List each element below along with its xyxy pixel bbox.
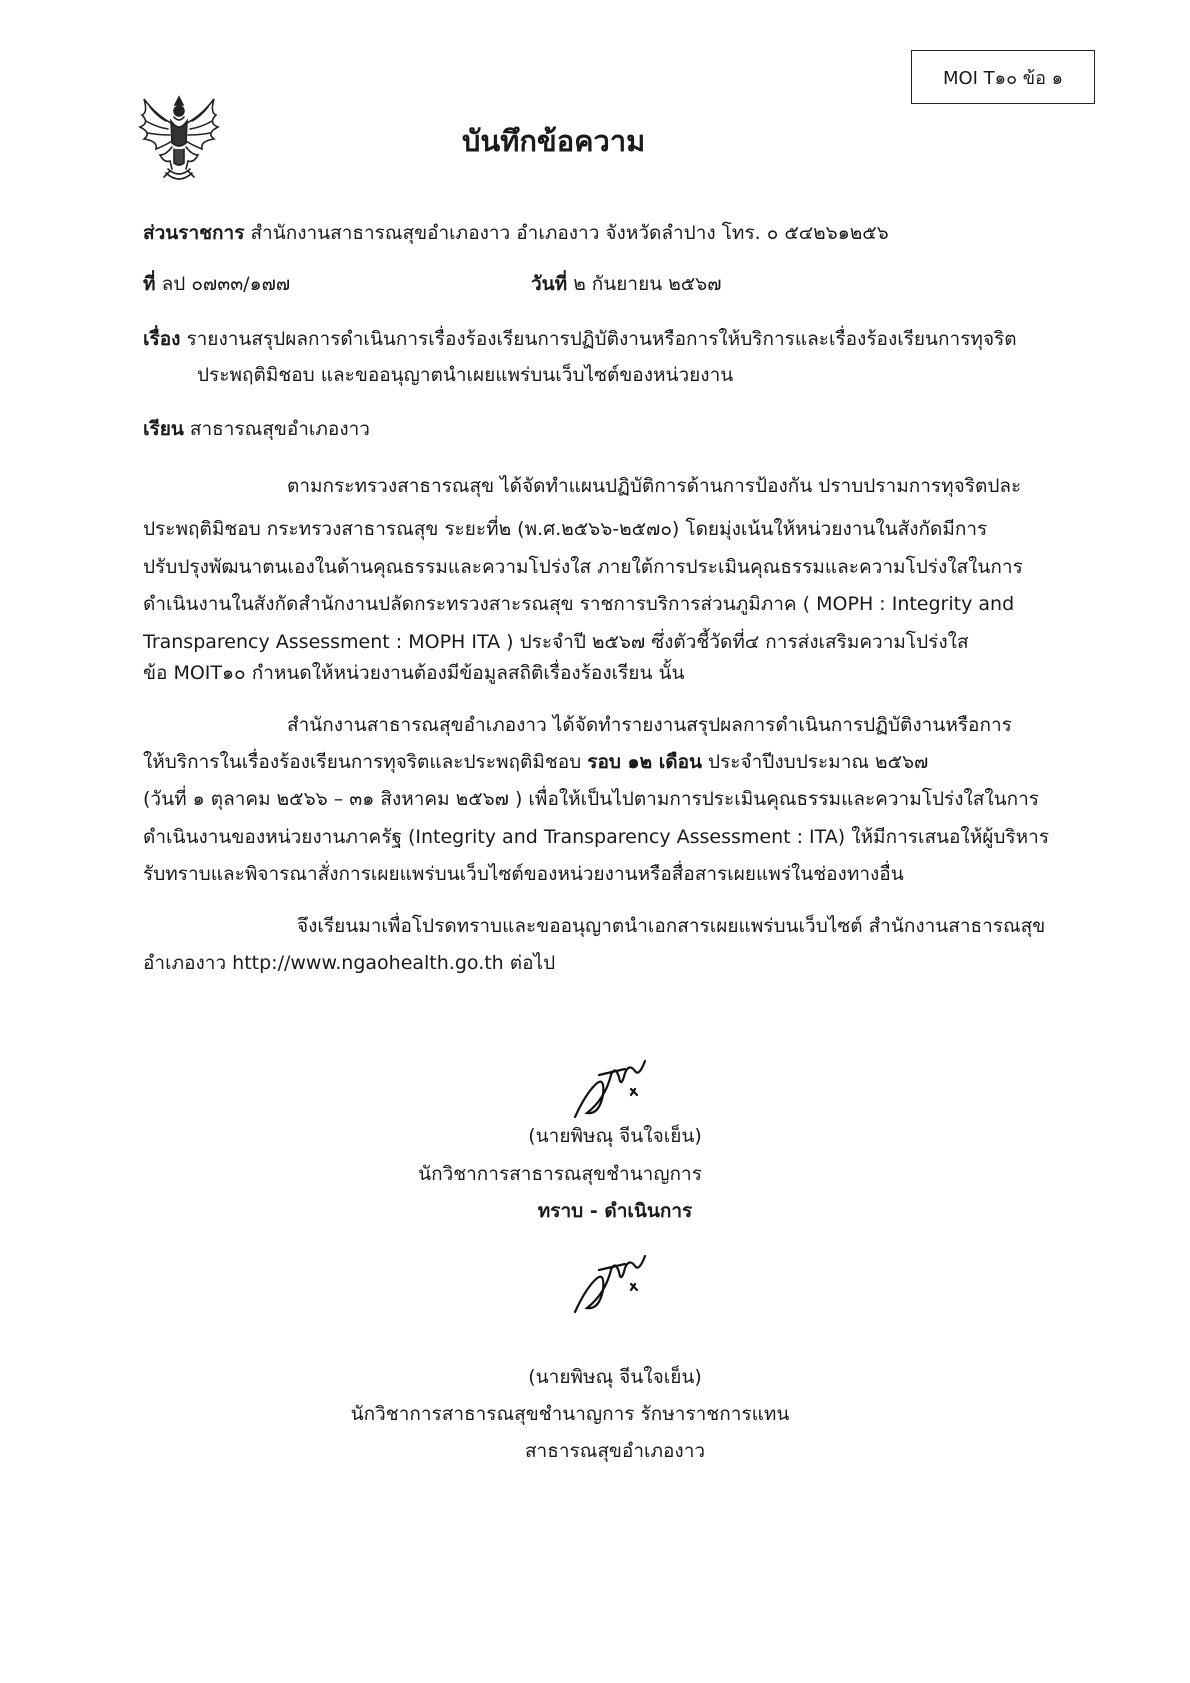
closing-line: อำเภองาว http://www.ngaohealth.go.th ต่อไป xyxy=(143,952,556,974)
signature-2-image xyxy=(565,1250,665,1320)
agency-label: ส่วนราชการ xyxy=(143,222,245,244)
subject-line-1 xyxy=(143,330,1017,349)
paragraph-1-line: ข้อ MOIT๑๐ กำหนดให้หน่วยงานต้องมีข้อมูลสถิติเรื่องร้องเรียน นั้น xyxy=(143,662,685,684)
signer-1-position: นักวิชาการสาธารณสุขชำนาญการ xyxy=(418,1163,702,1185)
agency-value: สำนักงานสาธารณสุขอำเภองาว อำเภองาว จังหวัดลำปาง โทร. ๐ ๕๔๒๖๑๒๕๖ xyxy=(250,222,889,244)
ref-value: ลป ๐๗๓๓/๑๗๗ xyxy=(161,273,291,295)
signer-1-name: (นายพิษณุ จีนใจเย็น) xyxy=(528,1125,702,1147)
recipient-label: เรียน xyxy=(143,418,184,440)
paragraph-2-line: สำนักงานสาธารณสุขอำเภองาว ได้จัดทำรายงานสรุปผลการดำเนินการปฏิบัติงานหรือการ xyxy=(287,714,1012,736)
subject-label: เรื่อง xyxy=(143,328,181,350)
signer-2-office: สาธารณสุขอำเภองาว xyxy=(524,1440,706,1462)
signature-1-image xyxy=(565,1055,665,1125)
signer-2-position: นักวิชาการสาธารณสุขชำนาญการ รักษาราชการแทน xyxy=(350,1403,790,1425)
paragraph-2-text: ประจำปีงบประมาณ ๒๕๖๗ xyxy=(702,751,929,773)
ref-line xyxy=(143,275,290,294)
date-value: ๒ กันยายน ๒๕๖๗ xyxy=(573,273,722,295)
subject-text-1: รายงานสรุปผลการดำเนินการเรื่องร้องเรียนการปฏิบัติงานหรือการให้บริการและเรื่องร้องเรียนการทุจริต xyxy=(186,328,1017,350)
recipient-value: สาธารณสุขอำเภองาว xyxy=(189,418,370,440)
paragraph-2-line xyxy=(143,753,928,772)
paragraph-2-text: ให้บริการในเรื่องร้องเรียนการทุจริตและประพฤติมิชอบ xyxy=(143,751,588,773)
period-highlight: รอบ ๑๒ เดือน xyxy=(587,751,702,773)
paragraph-2-line: รับทราบและพิจารณาสั่งการเผยแพร่บนเว็บไซต์ของหน่วยงานหรือสื่อสารเผยแพร่ในช่องทางอื่น xyxy=(143,863,904,885)
paragraph-2-line: (วันที่ ๑ ตุลาคม ๒๕๖๖ – ๓๑ สิงหาคม ๒๕๖๗ ) เพื่อให้เป็นไปตามการประเมินคุณธรรมและความโปร่งใสในการ xyxy=(143,788,1040,810)
recipient-line xyxy=(143,420,370,439)
paragraph-1-line: ดำเนินงานในสังกัดสำนักงานปลัดกระทรวงสาะรณสุข ราชการบริการส่วนภูมิภาค ( MOPH : Integrity and xyxy=(143,593,1015,615)
moi-label: MOI T๑๐ ข้อ ๑ xyxy=(942,67,1064,89)
paragraph-2-line: ดำเนินงานของหน่วยงานภาครัฐ (Integrity and Transparency Assessment : ITA) ให้มีการเสนอให้ผู้บริหาร xyxy=(143,826,1050,848)
ref-label: ที่ xyxy=(143,273,156,295)
moi-label-box xyxy=(911,50,1095,104)
subject-text-2: ประพฤติมิชอบ และขออนุญาตนำเผยแพร่บนเว็บไซต์ของหน่วยงาน xyxy=(197,364,734,386)
paragraph-1-line: ประพฤติมิชอบ กระทรวงสาธารณสุข ระยะที่๒ (พ.ศ.๒๕๖๖-๒๕๗๐) โดยมุ่งเน้นให้หน่วยงานในสังกัดมีการ xyxy=(143,518,988,540)
garuda-emblem-icon xyxy=(136,93,222,185)
paragraph-1-line: Transparency Assessment : MOPH ITA ) ประจำปี ๒๕๖๗ ซึ่งตัวชี้วัดที่๔ การส่งเสริมความโปร่งใส xyxy=(143,631,969,653)
paragraph-1-line: ตามกระทรวงสาธารณสุข ได้จัดทำแผนปฏิบัติการด้านการป้องกัน ปราบปรามการทุจริตปละ xyxy=(287,475,1022,497)
date-line xyxy=(531,275,722,294)
signer-2-name: (นายพิษณุ จีนใจเย็น) xyxy=(528,1366,702,1388)
agency-line xyxy=(143,224,889,243)
paragraph-1-line: ปรับปรุงพัฒนาตนเองในด้านคุณธรรมและความโปร่งใส ภายใต้การประเมินคุณธรรมและความโปร่งใสในการ xyxy=(143,556,1023,578)
date-label: วันที่ xyxy=(531,273,568,295)
approval-order: ทราบ - ดำเนินการ xyxy=(537,1200,693,1222)
closing-line: จึงเรียนมาเพื่อโปรดทราบและขออนุญาตนำเอกสารเผยแพร่บนเว็บไซต์ สำนักงานสาธารณสุข xyxy=(297,915,1046,937)
page-title: บันทึกข้อความ xyxy=(462,124,646,158)
